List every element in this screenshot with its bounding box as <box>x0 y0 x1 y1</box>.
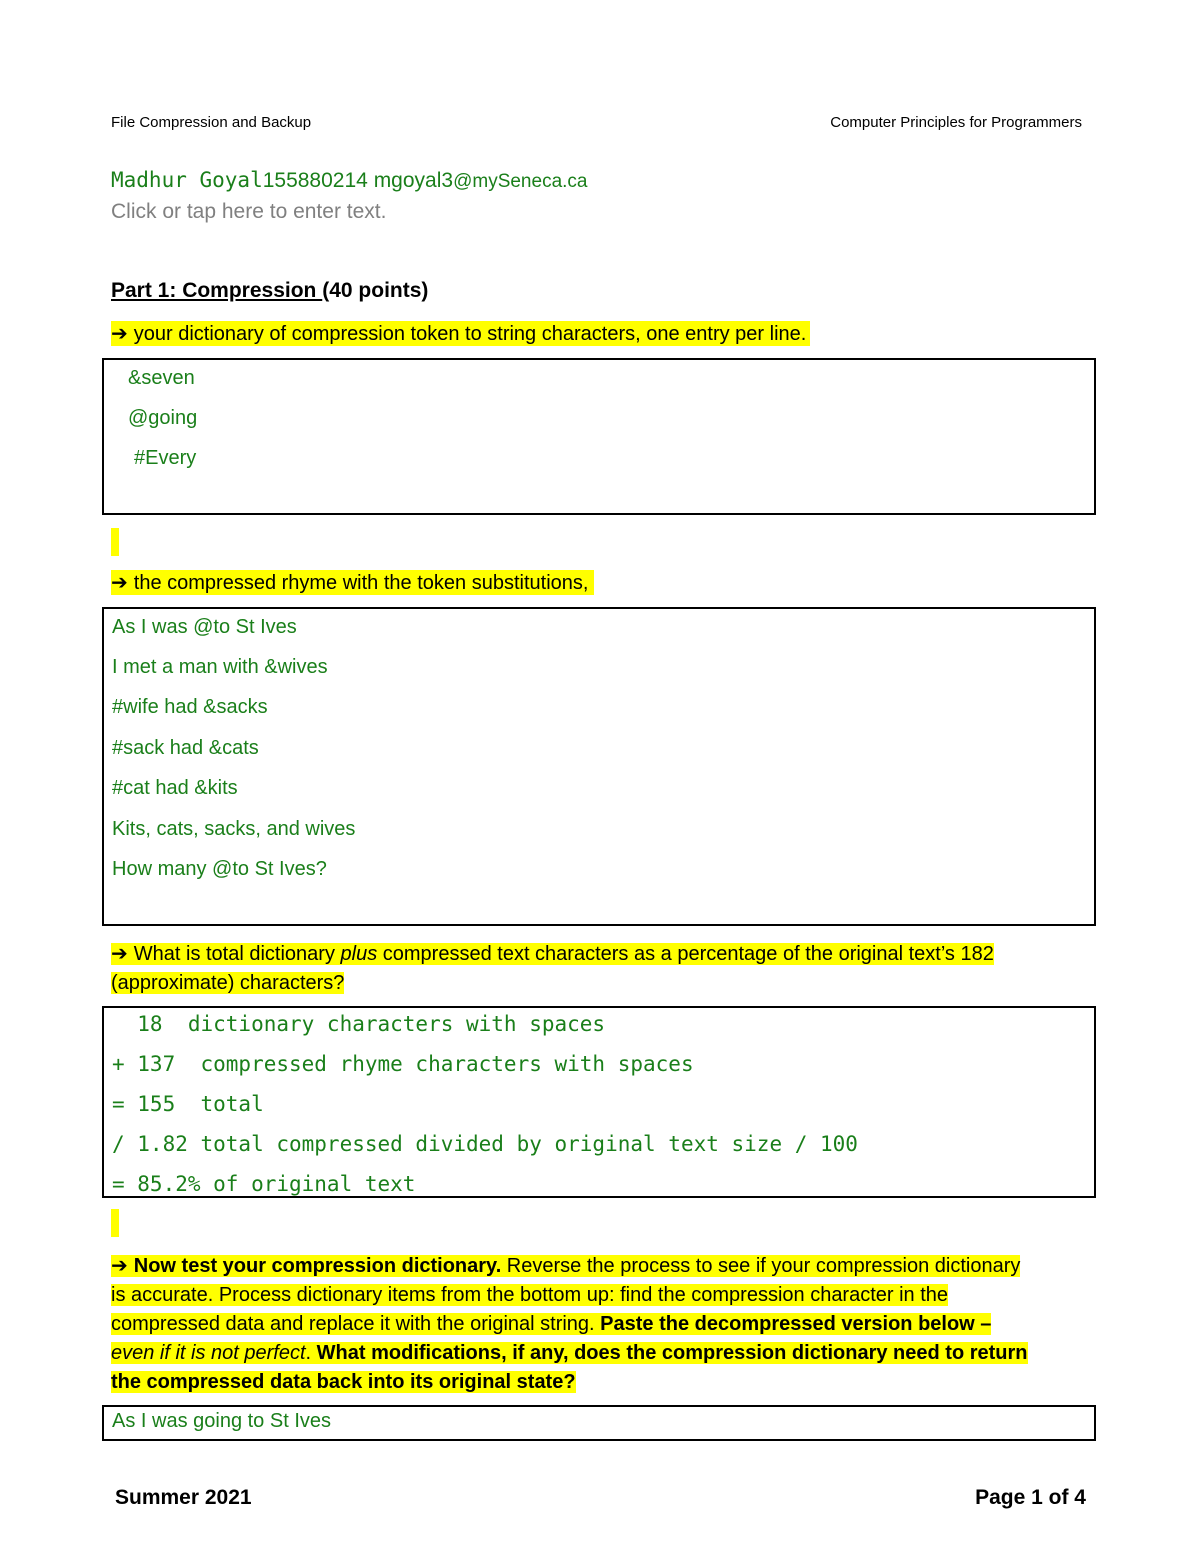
rhyme-line: #wife had &sacks <box>112 696 268 718</box>
q4-bold4: the compressed data back into its original state? <box>111 1371 576 1393</box>
email-user[interactable]: mgoyal3 <box>373 169 454 192</box>
dictionary-box[interactable] <box>102 358 1096 515</box>
part1-points: (40 points) <box>322 279 429 302</box>
decompressed-line: As I was going to St Ives <box>112 1410 331 1432</box>
rhyme-line: As I was @to St Ives <box>112 616 297 638</box>
calc-line: = 155 total <box>112 1092 264 1116</box>
question-dictionary <box>111 321 810 346</box>
calc-line: = 85.2% of original text <box>112 1172 416 1196</box>
part1-heading <box>111 279 428 303</box>
rhyme-line: #cat had &kits <box>112 777 238 799</box>
dictionary-entry: @going <box>128 407 198 429</box>
q3-text-a: What is total dictionary <box>133 943 341 965</box>
q4-italic: even if it is not perfect <box>111 1342 306 1364</box>
q4-bold3: What modifications, if any, does the compression dictionary need to return <box>316 1342 1028 1364</box>
dictionary-entry: #Every <box>134 447 197 469</box>
compressed-rhyme-box[interactable] <box>102 607 1096 926</box>
student-info <box>111 168 587 193</box>
q4-bold1: Now test your compression dictionary. <box>133 1255 502 1277</box>
student-name[interactable]: Madhur Goyal <box>111 168 263 192</box>
question-dictionary-text: your dictionary of compression token to string characters, one entry per line. <box>133 323 807 345</box>
question-percentage <box>111 940 1081 998</box>
calc-line: / 1.82 total compressed divided by original text size / 100 <box>112 1132 858 1156</box>
rhyme-line: Kits, cats, sacks, and wives <box>112 818 356 840</box>
highlight-marker <box>111 528 119 556</box>
rhyme-line: How many @to St Ives? <box>112 858 327 880</box>
placeholder-field[interactable]: Click or tap here to enter text. <box>111 200 387 223</box>
part1-title: Part 1: Compression <box>111 279 323 302</box>
footer-right: Page 1 of 4 <box>975 1486 1086 1509</box>
q4-text1: Reverse the process to see if your compression dictionary <box>501 1255 1021 1277</box>
question-percentage-line1 <box>111 943 994 965</box>
q4-bold2: Paste the decompressed version below – <box>600 1313 992 1335</box>
q3-text-c: (approximate) characters? <box>111 972 345 994</box>
q3-text-b: compressed text characters as a percentage of the original text’s 182 <box>377 943 994 965</box>
header-left: File Compression and Backup <box>111 114 312 131</box>
email-domain: @mySeneca.ca <box>453 171 588 192</box>
footer-left: Summer 2021 <box>115 1486 252 1509</box>
arrow-right-icon: ➔ <box>111 572 128 594</box>
dictionary-entry: &seven <box>128 367 195 389</box>
decompressed-box[interactable] <box>102 1405 1096 1441</box>
q3-italic: plus <box>340 943 378 965</box>
question-test-dictionary <box>111 1252 1086 1397</box>
q4-text3: compressed data and replace it with the original string. <box>111 1313 601 1335</box>
calculation-box[interactable] <box>102 1006 1096 1198</box>
student-id[interactable]: 155880214 <box>262 169 368 192</box>
q4-text2: is accurate. Process dictionary items from the bottom up: find the compression character in the <box>111 1284 949 1306</box>
q4-text4: . <box>305 1342 317 1364</box>
arrow-right-icon: ➔ <box>111 943 128 965</box>
arrow-right-icon: ➔ <box>111 323 128 345</box>
question-compressed <box>111 570 594 595</box>
highlight-marker <box>111 1209 119 1237</box>
calc-line: 18 dictionary characters with spaces <box>112 1012 606 1036</box>
rhyme-line: I met a man with &wives <box>112 656 328 678</box>
calc-line: + 137 compressed rhyme characters with spaces <box>112 1052 694 1076</box>
rhyme-line: #sack had &cats <box>112 737 259 759</box>
arrow-right-icon: ➔ <box>111 1255 128 1277</box>
question-percentage-line2 <box>111 972 344 994</box>
header-right: Computer Principles for Programmers <box>830 114 1082 131</box>
question-compressed-text: the compressed rhyme with the token substitutions, <box>133 572 589 594</box>
